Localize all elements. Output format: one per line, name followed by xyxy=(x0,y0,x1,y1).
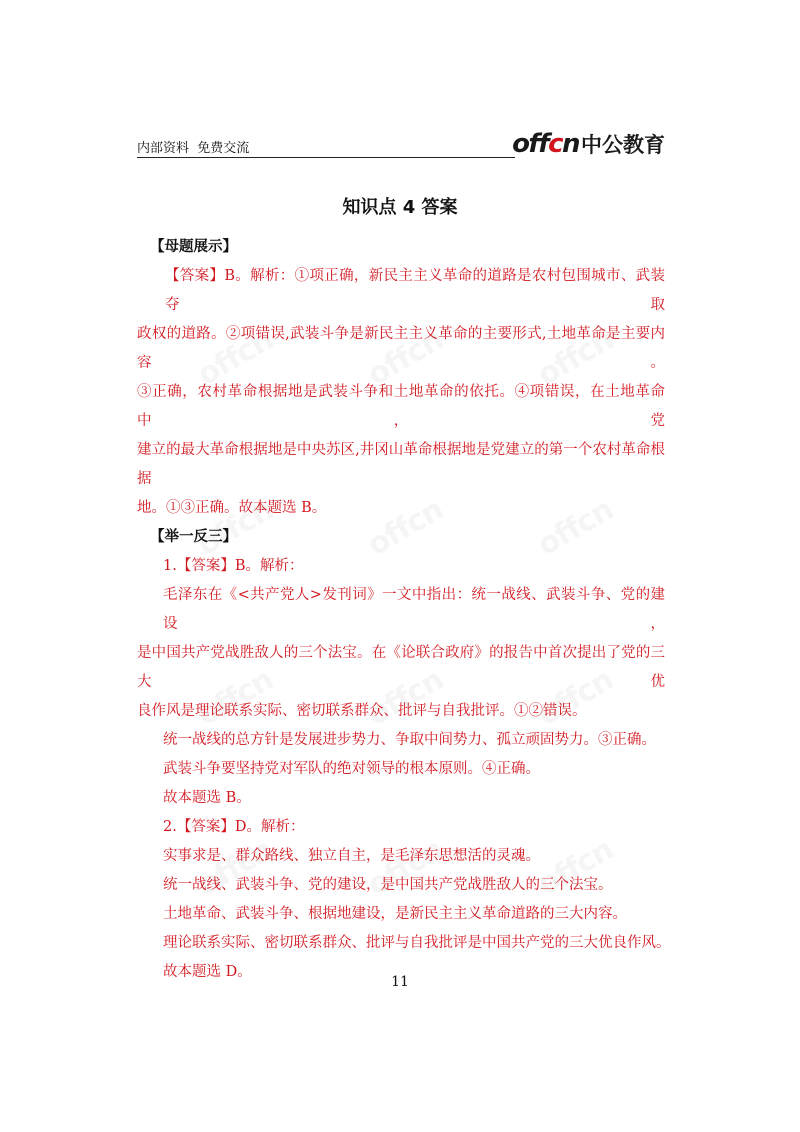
answer-line: 统一战线、武装斗争、党的建设，是中国共产党战胜敌人的三个法宝。 xyxy=(163,877,613,893)
answer-line: 武装斗争要坚持党对军队的绝对领导的根本原则。④正确。 xyxy=(163,761,540,777)
document-body xyxy=(137,233,671,987)
answer-line: 统一战线的总方针是发展进步势力、争取中间势力、孤立顽固势力。③正确。 xyxy=(163,732,656,748)
section-heading-mother: 【母题展示】 xyxy=(150,239,237,255)
page-title: 知识点 4 答案 xyxy=(342,197,458,218)
offcn-logo xyxy=(512,129,665,159)
answer-line: 建立的最大革命根据地是中央苏区,井冈山革命根据地是党建立的第一个农村革命根据 xyxy=(137,442,665,487)
answer-line: 是中国共产党战胜敌人的三个法宝。在《论联合政府》的报告中首次提出了党的三大优 xyxy=(137,645,665,690)
answer-line: 故本题选 D。 xyxy=(163,964,252,980)
logo-wordmark: offcn xyxy=(512,129,579,159)
answer-line: 【答案】B。解析：①项正确，新民主主义革命的道路是农村包围城市、武装夺取 xyxy=(165,268,665,313)
header-label: 内部资料 免费交流 xyxy=(137,141,250,156)
answer-line: 地。①③正确。故本题选 B。 xyxy=(137,500,327,516)
answer-line: 土地革命、武装斗争、根据地建设，是新民主主义革命道路的三大内容。 xyxy=(163,906,627,922)
page-number: 11 xyxy=(391,974,409,990)
answer-line: 政权的道路。②项错误,武装斗争是新民主主义革命的主要形式,土地革命是主要内容。 xyxy=(137,326,665,371)
page-header xyxy=(137,128,665,158)
answer-line: 毛泽东在《<共产党人>发刊词》一文中指出：统一战线、武装斗争、党的建设， xyxy=(163,587,665,632)
answer-line: 理论联系实际、密切联系群众、批评与自我批评是中国共产党的三大优良作风。 xyxy=(163,935,671,951)
question-2-label: 2.【答案】D。解析： xyxy=(163,819,305,835)
answer-line: 良作风是理论联系实际、密切联系群众、批评与自我批评。①②错误。 xyxy=(137,703,587,719)
answer-line: ③正确，农村革命根据地是武装斗争和土地革命的依托。④项错误，在土地革命中，党 xyxy=(137,384,665,429)
question-1-label: 1.【答案】B。解析： xyxy=(163,558,304,574)
answer-line: 故本题选 B。 xyxy=(163,790,251,806)
logo-chinese-name: 中公教育 xyxy=(581,133,665,157)
header-rule xyxy=(137,157,515,158)
section-heading-extend: 【举一反三】 xyxy=(150,529,237,545)
answer-line: 实事求是、群众路线、独立自主，是毛泽东思想活的灵魂。 xyxy=(163,848,540,864)
